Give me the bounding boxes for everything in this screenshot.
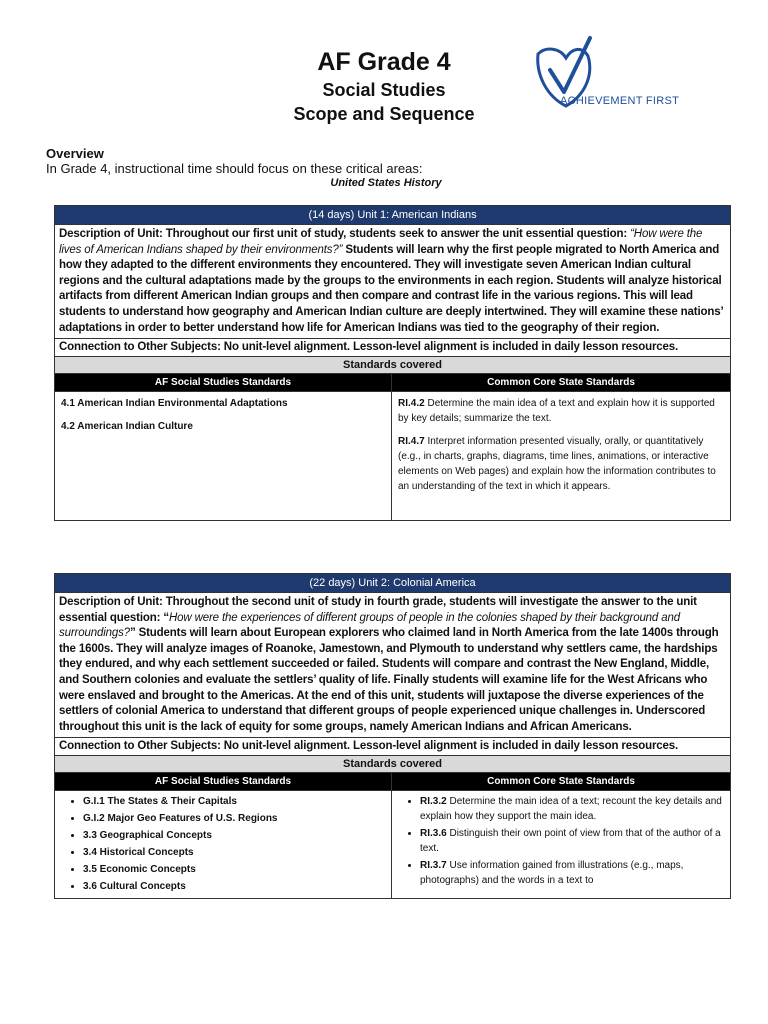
cc-standard-code: RI.3.6: [420, 828, 447, 840]
cc-standard-text: Use information gained from illustrations (e.g., maps, photographs) and the words in a text to: [420, 860, 684, 887]
essential-question: How were the experiences of different groups of people in the colonies shaped by their background and surroundings?: [59, 611, 680, 640]
cc-standard-text: Determine the main idea of a text; recount the key details and explain how they support the main idea.: [420, 796, 722, 823]
essential-question: “How were the lives of American Indians shaped by their environments?”: [59, 228, 703, 256]
overview-section: [46, 146, 726, 190]
af-standard-item: 4.1 American Indian Environmental Adaptations: [61, 398, 288, 410]
cc-standard-item: [420, 826, 724, 856]
cc-standard-item: [398, 434, 724, 494]
unit-1-cc-standards: [392, 392, 731, 521]
title-line-2: Social Studies: [322, 80, 446, 100]
cc-standard-item: [420, 794, 724, 824]
cc-standard-code: RI.4.2: [398, 398, 425, 410]
unit-2-connection: Connection to Other Subjects: No unit-level alignment. Lesson-level alignment is included in daily lesson resources.: [55, 738, 731, 756]
af-standard-item: • 3.5 Economic Concepts: [83, 862, 385, 877]
af-standard-item: • 3.6 Cultural Concepts: [83, 879, 385, 894]
title-line-3: Scope and Sequence: [293, 104, 475, 124]
unit-2-table: [54, 573, 731, 899]
logo-text: ACHIEVEMENT FIRST: [560, 95, 680, 107]
cc-standard-code: RI.4.7: [398, 436, 425, 448]
desc-label: Description of Unit:: [59, 596, 163, 608]
unit-2-af-standards: [55, 791, 392, 899]
unit-2-standards-covered: Standards covered: [55, 756, 731, 773]
cc-standard-item: [398, 396, 724, 426]
cc-standards-list: [398, 794, 724, 888]
overview-focus: United States History: [330, 177, 442, 189]
unit-1-description: [55, 225, 731, 339]
cc-standard-text: Distinguish their own point of view from that of the author of a text.: [420, 828, 721, 855]
unit-2-description: [55, 593, 731, 738]
cc-standard-text: Determine the main idea of a text and explain how it is supported by key details; summarize the text.: [398, 398, 715, 425]
cc-standard-code: RI.3.7: [420, 860, 447, 872]
af-standard-item: • G.I.1 The States & Their Capitals: [83, 794, 385, 809]
unit-1-connection: Connection to Other Subjects: No unit-level alignment. Lesson-level alignment is included in daily lesson resources.: [55, 339, 731, 357]
af-standards-list: [61, 794, 385, 894]
desc-body: ” Students will learn about European explorers who claimed land in North America from the late 1400s through the 1600s. They will analyze images of Roanoke, Jamestown, and Plymouth to understand why settlers came, the hardships they endured, and why each settlement succeeded or failed. Students will compare and contrast the New England, Middle, and Southern colonies and evaluate the settlers’ quality of life. Finally students will examine life for the West Africans who were enslaved and brought to the Americas. At the end of this unit, students will juxtapose the diverse experiences of the settlers of colonial America to understand that different groups of people experienced unique challenges in. Underscored throughout this unit is the lack of equity for some groups, namely American Indians and African Americans.: [59, 627, 719, 733]
unit-2-col-cc: Common Core State Standards: [392, 773, 731, 791]
title-line-1: AF Grade 4: [317, 48, 451, 76]
cc-standard-text: Interpret information presented visually, orally, or quantitatively (e.g., in charts, graphs, diagrams, time lines, animations, or interactive elements on Web pages) and explain how the information contributes to an understanding of the text in which it appears.: [398, 436, 716, 493]
overview-heading: Overview: [46, 146, 104, 161]
af-standard-item: 4.2 American Indian Culture: [61, 421, 193, 433]
unit-1-col-af: AF Social Studies Standards: [55, 374, 392, 392]
unit-2-cc-standards: [392, 791, 731, 899]
desc-intro: Throughout the second unit of study in fourth grade, students will investigate the answer to the unit essential question: “: [59, 596, 697, 624]
unit-1-table: [54, 205, 731, 521]
cc-standard-code: RI.3.2: [420, 796, 447, 808]
desc-intro: Throughout our first unit of study, students seek to answer the unit essential question:: [162, 228, 631, 240]
unit-1-af-standards: [55, 392, 392, 521]
af-standard-item: • G.I.2 Major Geo Features of U.S. Regions: [83, 811, 385, 826]
overview-text: In Grade 4, instructional time should focus on these critical areas:: [46, 161, 423, 176]
af-standard-item: • 3.4 Historical Concepts: [83, 845, 385, 860]
unit-2-col-af: AF Social Studies Standards: [55, 773, 392, 791]
desc-body: Students will learn why the first people migrated to North America and how they adapted to the different environments they encountered. They will investigate seven American Indian cultural regions and the cultural adaptations made by the groups to the environments in each region. Students will analyze historical artifacts from different American Indian groups and then compare and contrast life in the various regions. This will lead students to understand how geography and American Indian culture are deeply intertwined. They will examine these nations’ adaptations in order to better understand how life for American Indians was tied to the geography of their region.: [59, 243, 723, 334]
desc-label: Description of Unit:: [59, 228, 163, 240]
unit-2-title: (22 days) Unit 2: Colonial America: [55, 574, 731, 593]
unit-1-standards-covered: Standards covered: [55, 357, 731, 374]
cc-standard-item: [420, 858, 724, 888]
unit-1-title: (14 days) Unit 1: American Indians: [55, 206, 731, 225]
af-standard-item: • 3.3 Geographical Concepts: [83, 828, 385, 843]
unit-1-col-cc: Common Core State Standards: [392, 374, 731, 392]
